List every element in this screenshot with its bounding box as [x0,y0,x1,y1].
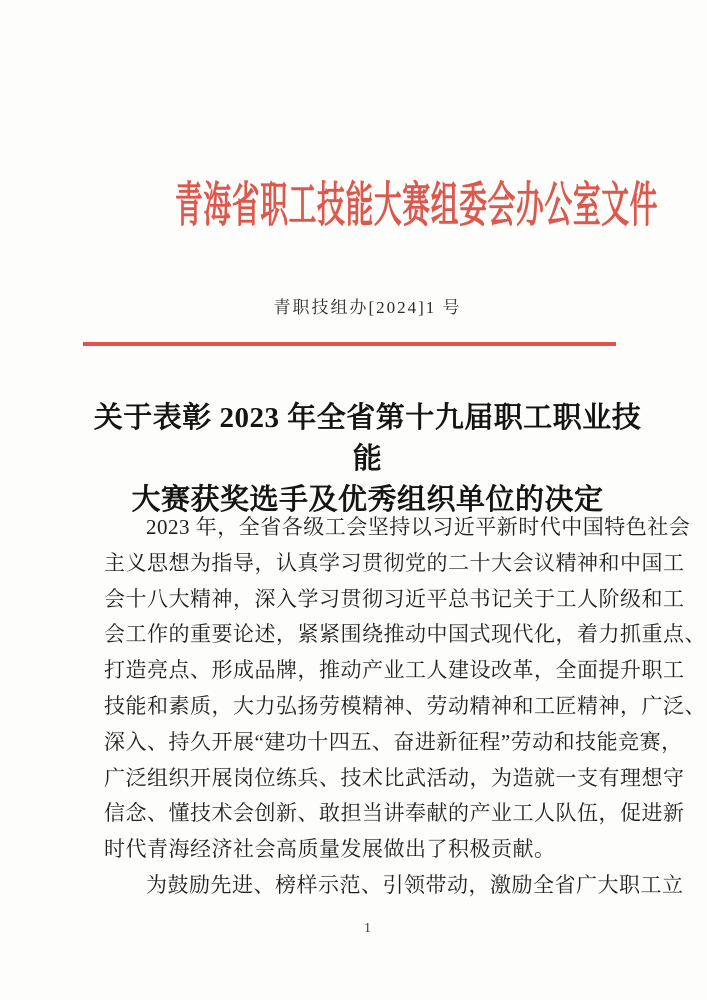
body-line: 广泛组织开展岗位练兵、技术比武活动，为造就一支有理想守 [104,765,685,790]
red-divider-rule [83,342,616,346]
document-masthead [0,178,707,234]
document-title-line2: 大赛获奖选手及优秀组织单位的决定 [131,484,604,516]
body-line: 会十八大精神，深入学习贯彻习近平总书记关于工人阶级和工 [104,586,685,611]
body-line: 为鼓励先进、榜样示范、引领带动，激励全省广大职工立 [146,872,684,897]
body-line: 深入、持久开展“建功十四五、奋进新征程”劳动和技能竞赛， [104,729,683,754]
body-line: 打造亮点、形成品牌，推动产业工人建设改革，全面提升职工 [104,658,685,683]
body-line: 主义思想为指导，认真学习贯彻党的二十大会议精神和中国工 [104,550,685,575]
body-line: 信念、懂技术会创新、敢担当讲奉献的产业工人队伍，促进新 [104,801,685,826]
body-line: 会工作的重要论述，紧紧围绕推动中国式现代化，着力抓重点、 [104,622,706,647]
body-line: 技能和素质，大力弘扬劳模精神、劳动精神和工匠精神，广泛、 [104,693,706,718]
page-number: 1 [364,921,371,936]
document-title-line1: 关于表彰 2023 年全省第十九届职工职业技能 [93,402,642,475]
document-title [90,398,645,521]
masthead-title: 青海省职工技能大赛组委会办公室文件 [174,179,659,232]
document-body [104,510,706,904]
document-number: 青职技组办[2024]1 号 [273,298,462,317]
body-line: 2023 年，全省各级工会坚持以习近平新时代中国特色社会 [146,515,691,539]
body-line: 时代青海经济社会高质量发展做出了积极贡献。 [104,837,556,862]
